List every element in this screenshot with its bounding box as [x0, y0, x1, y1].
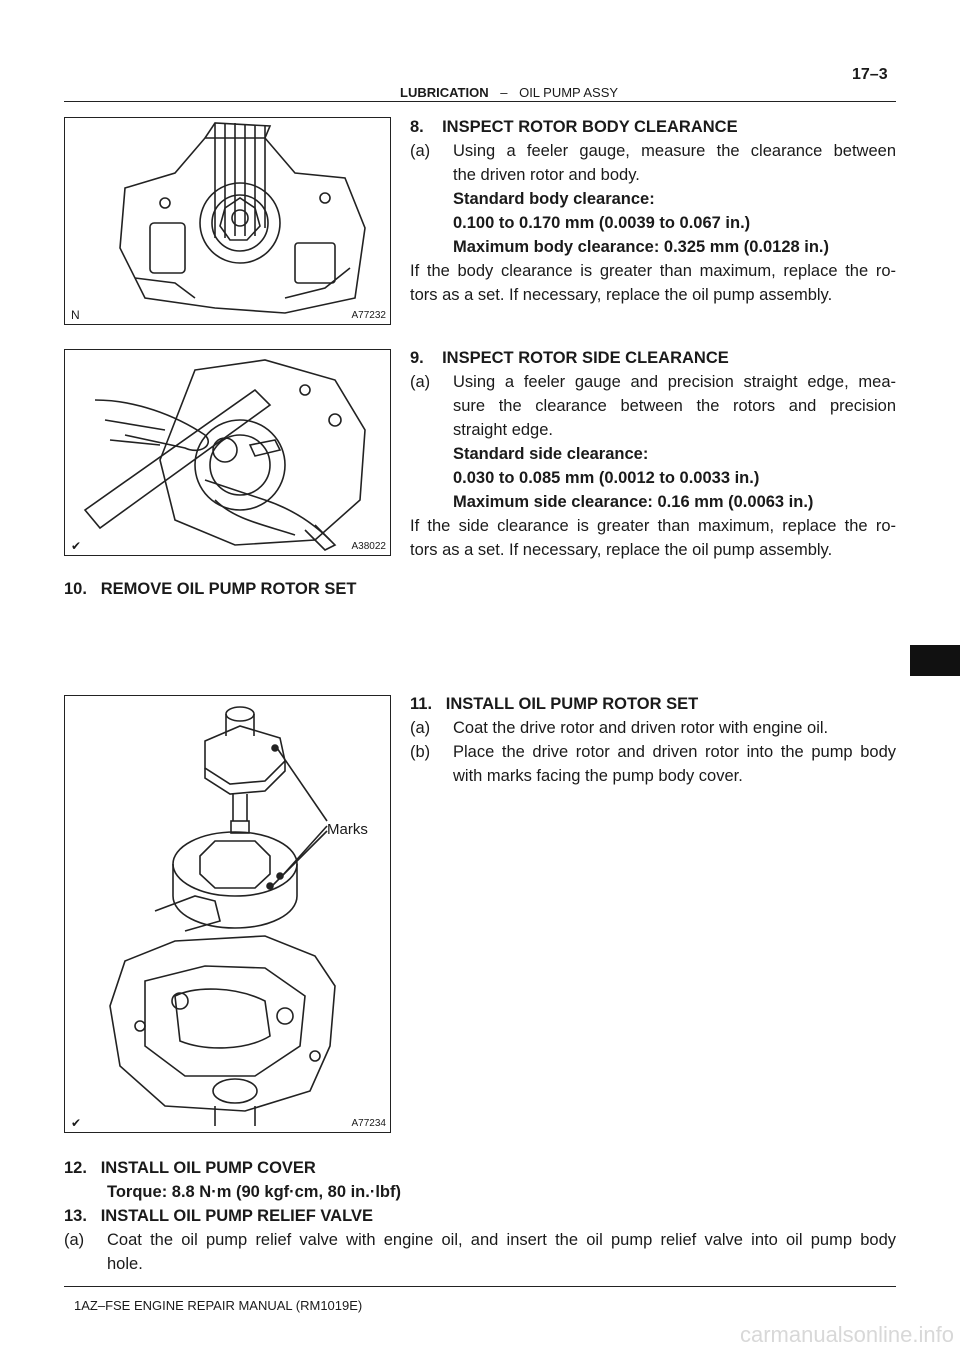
figure-rotor-side-clearance: [64, 349, 391, 556]
watermark: carmanualsonline.info: [739, 1322, 954, 1347]
header-separator: –: [500, 85, 508, 100]
step-9a-line-2: sure the clearance between the rotors and precision: [453, 397, 896, 415]
step-11-title: 11. INSTALL OIL PUMP ROTOR SET: [410, 695, 699, 713]
figure-3-illustration: [65, 696, 389, 1131]
step-9-spec-3: Maximum side clearance: 0.16 mm (0.0063 in.): [453, 493, 814, 511]
step-9-spec-1: Standard side clearance:: [453, 445, 649, 463]
figure-3-callout-marks: Marks: [327, 821, 368, 838]
step-11a-num: (a): [410, 719, 431, 737]
step-8a-line-1: Using a feeler gauge, measure the clearance between: [453, 142, 896, 160]
figure-2-mark: ✔: [71, 539, 82, 553]
figure-2-code: A38022: [351, 541, 386, 552]
step-11b-line-1: Place the drive rotor and driven rotor into the pump body: [453, 743, 896, 761]
figure-1-illustration: [65, 118, 389, 323]
figure-rotor-set-marks: [64, 695, 391, 1133]
manual-footer: 1AZ–FSE ENGINE REPAIR MANUAL (RM1019E): [74, 1298, 363, 1313]
header-subsection: OIL PUMP ASSY: [519, 85, 619, 100]
step-9a-num: (a): [410, 373, 431, 391]
step-8a-line-2: the driven rotor and body.: [453, 166, 640, 184]
step-11b-line-2: with marks facing the pump body cover.: [453, 767, 743, 785]
figure-3-code: A77234: [351, 1118, 386, 1129]
step-8-title: 8. INSPECT ROTOR BODY CLEARANCE: [410, 118, 738, 136]
step-11a-line-1: Coat the drive rotor and driven rotor with engine oil.: [453, 719, 829, 737]
step-9-note-1: If the side clearance is greater than maximum, replace the ro-: [410, 517, 896, 535]
step-9-note-2: tors as a set. If necessary, replace the oil pump assembly.: [410, 541, 833, 559]
figure-1-code: A77232: [351, 310, 386, 321]
figure-1-mark: N: [71, 308, 80, 322]
step-10-title: 10. REMOVE OIL PUMP ROTOR SET: [64, 580, 357, 598]
figure-3-mark: ✔: [71, 1116, 82, 1130]
footer-rule: [64, 1286, 896, 1287]
step-8-note-1: If the body clearance is greater than maximum, replace the ro-: [410, 262, 896, 280]
step-8-spec-3: Maximum body clearance: 0.325 mm (0.0128 in.): [453, 238, 829, 256]
step-8-spec-1: Standard body clearance:: [453, 190, 655, 208]
step-13a-line-1: Coat the oil pump relief valve with engine oil, and insert the oil pump relief valve into oil pump body: [107, 1231, 896, 1249]
step-9-spec-2: 0.030 to 0.085 mm (0.0012 to 0.0033 in.): [453, 469, 760, 487]
step-12-torque: Torque: 8.8 N·m (90 kgf·cm, 80 in.·lbf): [107, 1183, 401, 1201]
step-8-note-2: tors as a set. If necessary, replace the oil pump assembly.: [410, 286, 833, 304]
header-rule: [64, 101, 896, 102]
section-tab-marker: [910, 645, 960, 676]
step-9-title: 9. INSPECT ROTOR SIDE CLEARANCE: [410, 349, 729, 367]
step-8-spec-2: 0.100 to 0.170 mm (0.0039 to 0.067 in.): [453, 214, 751, 232]
step-13-title: 13. INSTALL OIL PUMP RELIEF VALVE: [64, 1207, 373, 1225]
step-9a-line-1: Using a feeler gauge and precision straight edge, mea-: [453, 373, 896, 391]
step-13a-line-2: hole.: [107, 1255, 143, 1273]
figure-rotor-body-clearance: [64, 117, 391, 325]
step-13a-num: (a): [64, 1231, 85, 1249]
header-section: LUBRICATION: [400, 85, 489, 100]
running-header: [400, 85, 618, 100]
figure-2-illustration: [65, 350, 389, 554]
step-8a-num: (a): [410, 142, 431, 160]
step-11b-num: (b): [410, 743, 431, 761]
step-9a-line-3: straight edge.: [453, 421, 553, 439]
step-12-title: 12. INSTALL OIL PUMP COVER: [64, 1159, 316, 1177]
page-number: 17–3: [852, 66, 888, 83]
